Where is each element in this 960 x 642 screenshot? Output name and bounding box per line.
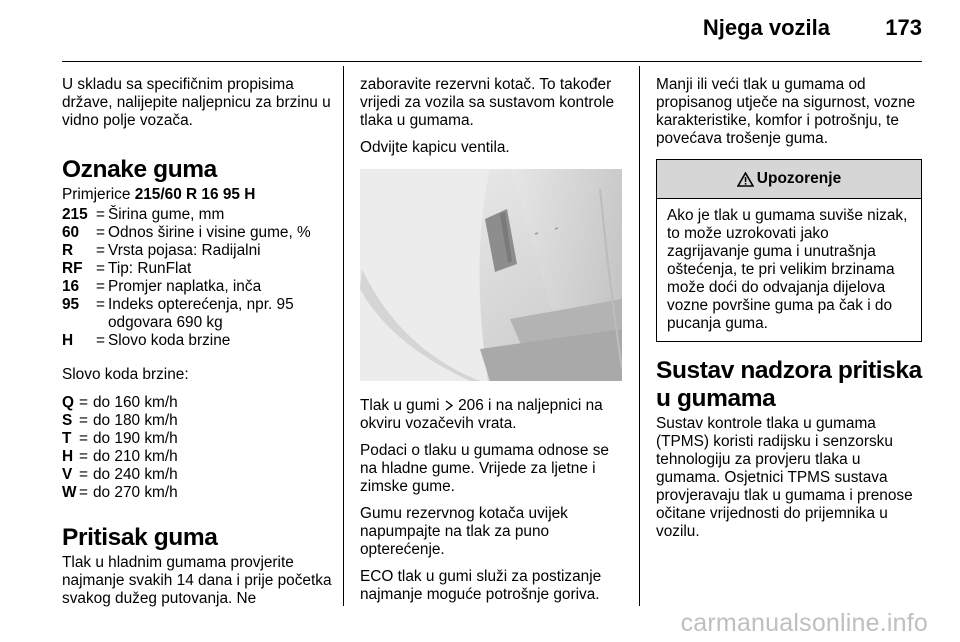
code-equals: = [79,394,88,411]
code-description: Indeks opterećenja, npr. 95 odgovara 690 kg [108,296,294,331]
code-key: 215 [62,206,88,223]
speed-code-intro: Slovo koda brzine: [62,366,189,383]
pressure-paragraph: Tlak u hladnim gumama provjerite najmanje svakih 14 dana i prije početka svakog dužeg putovanja. Ne [62,554,332,607]
valve-cap-paragraph: Odvijte kapicu ventila. [360,139,510,156]
code-equals: = [96,332,105,349]
warning-box [656,159,922,342]
pressure-effect-paragraph: Manji ili veći tlak u gumama od propisanog utječe na sigurnost, vozne karakteristike, komfor i potrošnju, te povećava trošenje guma. [656,76,916,147]
section-title: Njega vozila [702,15,830,40]
warning-text: Ako je tlak u gumama suviše nizak, to može uzrokovati jako zagrijavanje guma i unutrašnja oštećenja, te pri velikim brzinama može doći do odvajanja dijelova vozne površine guma pa čak i do pucanja guma. [667,207,908,332]
code-equals: = [96,242,105,259]
code-key: W [62,484,77,501]
code-key: S [62,412,73,429]
tpms-paragraph: Sustav kontrole tlaka u gumama (TPMS) koristi radijsku i senzorsku tehnologiju za provjeru tlaka u gumama. Osjetnici TPMS sustava provjeravaju tlak u gumama i prenose očitane vrijednosti do prijemnika u vozilu. [656,415,913,540]
code-equals: = [96,260,105,277]
code-description: do 160 km/h [93,394,178,411]
tyre-pressure-heading: Pritisak guma [62,524,218,551]
intro-paragraph: U skladu sa specifičnim propisima države, nalijepite naljepnicu za brzinu u vidno polje vozača. [62,76,331,129]
spare-wheel-paragraph: zaboravite rezervni kotač. To također vrijedi za vozila sa sustavom kontrole tlaka u gumama. [360,76,615,129]
warning-title: Upozorenje [756,170,842,187]
warning-triangle-icon [737,172,754,187]
speed-code-list [62,394,332,502]
code-description: do 210 km/h [93,448,178,465]
code-description: Širina gume, mm [108,206,225,223]
code-equals: = [79,448,88,465]
column-divider-2 [639,66,640,606]
code-key: Q [62,394,74,411]
code-key: H [62,448,74,465]
code-key: T [62,430,72,447]
code-key: 95 [62,296,80,313]
arrow-right-icon[interactable] [444,400,454,411]
warning-header [657,160,921,199]
code-equals: = [96,206,105,223]
code-equals: = [79,430,88,447]
header-divider [62,61,922,62]
column-1 [62,76,332,617]
code-equals: = [96,278,105,295]
code-description: Tip: RunFlat [108,260,192,277]
code-key: RF [62,260,83,277]
code-equals: = [96,224,105,241]
page-number: 173 [885,15,922,40]
code-description: Promjer naplatka, inča [108,278,262,295]
tyre-example [62,186,332,204]
column-2 [360,76,625,613]
example-label: Primjerice [62,186,135,203]
tyre-markings-heading: Oznake guma [62,156,217,183]
cold-tyres-paragraph: Podaci o tlaku u gumama odnose se na hladne gume. Vrijede za ljetne i zimske gume. [360,442,609,495]
code-equals: = [79,466,88,483]
eco-pressure-paragraph: ECO tlak u gumi služi za postizanje najmanje moguće potrošnje goriva. [360,568,602,603]
column-3 [656,76,922,550]
code-description: Vrsta pojasa: Radijalni [108,242,261,259]
code-description: do 270 km/h [93,484,178,501]
code-equals: = [96,296,105,313]
code-description: do 180 km/h [93,412,178,429]
pressure-reference-paragraph: Tlak u gumi 206 i na naljepnici na okviru vozačevih vrata. [360,397,603,432]
code-key: 16 [62,278,80,295]
door-frame-tyre-label-photo [360,169,622,381]
code-equals: = [79,484,88,501]
code-description: Odnos širine i visine gume, % [108,224,311,241]
code-equals: = [79,412,88,429]
spare-inflation-paragraph: Gumu rezervnog kotača uvijek napumpajte na tlak za puno opterećenje. [360,505,568,558]
column-divider-1 [343,66,344,606]
tyre-code-list [62,206,332,350]
tpms-heading: Sustav nadzora pritiska u gumama [656,357,922,412]
code-key: 60 [62,224,80,241]
example-value: 215/60 R 16 95 H [134,186,256,203]
code-description: Slovo koda brzine [108,332,231,349]
code-key: V [62,466,73,483]
code-description: do 240 km/h [93,466,178,483]
code-key: R [62,242,74,259]
watermark[interactable]: carmanualsonline.info [680,609,928,637]
code-key: H [62,332,74,349]
code-description: do 190 km/h [93,430,178,447]
